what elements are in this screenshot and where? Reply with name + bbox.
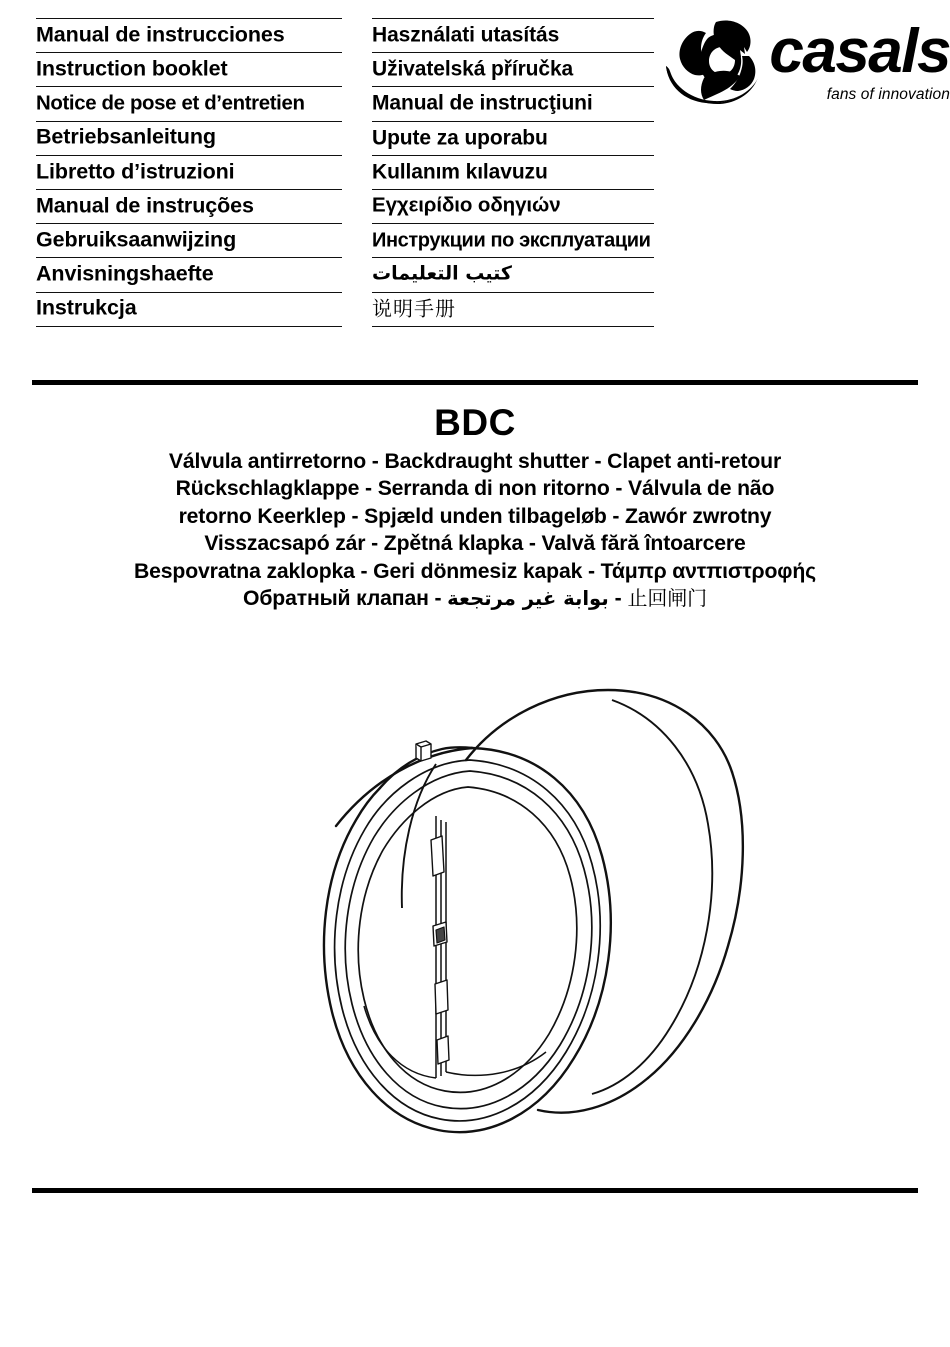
subtitle-line-5: Bespovratna zaklopka - Geri dönmesiz kapak - Τάμπρ αντπιστροφής: [134, 559, 816, 583]
language-label-zh: 说明手册: [372, 296, 456, 321]
language-row-pl: [36, 292, 342, 327]
fan-impeller-icon: [664, 14, 768, 106]
language-label-ar: كتيب التعليمات: [372, 262, 512, 285]
language-row-tr: [372, 155, 654, 189]
backdraught-shutter-drawing: [150, 640, 810, 1170]
logo-tagline: fans of innovation: [826, 86, 950, 103]
subtitle-chinese: 止回闸门: [627, 586, 707, 611]
language-label-pl: Instrukcja: [36, 295, 137, 320]
language-row-it: [36, 155, 342, 189]
language-label-en: Instruction booklet: [36, 56, 228, 81]
language-row-ro: [372, 86, 654, 120]
language-label-cs: Uživatelská příručka: [372, 57, 574, 81]
subtitle-russian: Обратный клапан: [243, 587, 429, 611]
divider-rule-bottom: [32, 1188, 918, 1193]
language-row-de: [36, 121, 342, 155]
language-row-ru: [372, 223, 654, 257]
subtitle-separator-1: -: [428, 587, 448, 611]
product-title-block: [0, 402, 950, 612]
language-label-fr: Notice de pose et d’entretien: [36, 92, 305, 115]
language-row-ar: [372, 257, 654, 291]
subtitle-line-2: Rückschlagklappe - Serranda di non ritorno - Válvula de não: [175, 477, 775, 501]
language-row-en: [36, 52, 342, 86]
language-label-es: Manual de instrucciones: [36, 22, 285, 47]
language-label-nl: Gebruiksaanwijzing: [36, 227, 237, 252]
language-label-de: Betriebsanleitung: [36, 124, 216, 149]
language-row-da: [36, 257, 342, 291]
language-row-el: [372, 189, 654, 223]
language-label-ru: Инструкции по эксплуатации: [372, 229, 651, 252]
language-row-nl: [36, 223, 342, 257]
language-row-fr: [36, 86, 342, 120]
language-label-el: Εγχειρίδιο οδηγιών: [372, 193, 561, 217]
subtitle-line-3: retorno Keerklep - Spjæld unden tilbageløb - Zawór zwrotny: [178, 504, 772, 528]
language-row-hu: [372, 18, 654, 52]
language-label-ro: Manual de instrucţiuni: [372, 91, 593, 115]
language-row-pt: [36, 189, 342, 223]
language-label-da: Anvisningshaefte: [36, 261, 214, 286]
model-code: BDC: [434, 402, 516, 443]
language-label-hr: Upute za uporabu: [372, 126, 548, 150]
logo-wordmark: casals: [769, 17, 950, 86]
language-column-right: [372, 18, 654, 327]
casals-logo: [664, 8, 950, 120]
subtitle-line-6: [0, 585, 950, 612]
subtitle-line-4: Visszacsapó zár - Zpětná klapka - Valvă fără întoarcere: [204, 532, 746, 556]
language-row-es: [36, 18, 342, 52]
language-label-tr: Kullanım kılavuzu: [372, 160, 548, 184]
divider-rule-top: [32, 380, 918, 385]
product-name-translations: [0, 448, 950, 612]
language-label-pt: Manual de instruções: [36, 193, 254, 218]
subtitle-arabic: بوابة غير مرتجعة: [447, 587, 609, 611]
language-row-hr: [372, 121, 654, 155]
language-row-zh: [372, 292, 654, 327]
subtitle-separator-2: -: [608, 587, 628, 611]
language-column-left: [36, 18, 342, 327]
language-row-cs: [372, 52, 654, 86]
subtitle-line-1: Válvula antirretorno - Backdraught shutter - Clapet anti-retour: [168, 450, 782, 473]
language-label-it: Libretto d’istruzioni: [36, 159, 235, 184]
language-label-hu: Használati utasítás: [372, 23, 560, 47]
